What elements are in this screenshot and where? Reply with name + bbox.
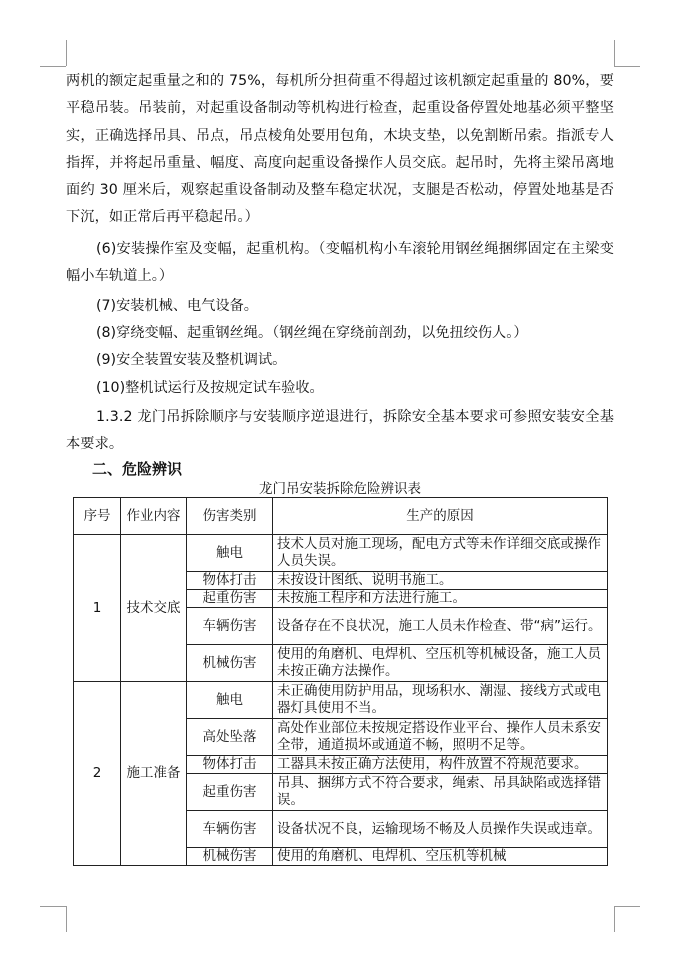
body-paragraph-5: (9)安全装置安装及整机调试。 bbox=[96, 352, 287, 368]
crop-mark-top-left-h bbox=[40, 66, 66, 67]
row-cause: 使用的角磨机、电焊机、空压机等机械设备，施工人员未按正确方法操作。 bbox=[273, 645, 608, 682]
body-paragraph-6: (10)整机试运行及按规定试车验收。 bbox=[96, 380, 324, 396]
table-header-row bbox=[74, 498, 608, 535]
row-cause: 技术人员对施工现场，配电方式等未作详细交底或操作人员失误。 bbox=[273, 535, 608, 572]
table-caption: 龙门吊安装拆除危险辨识表 bbox=[259, 481, 421, 497]
row-injury-type: 触电 bbox=[187, 535, 273, 572]
crop-mark-bottom-left-h bbox=[40, 906, 66, 907]
body-paragraph-7: 1.3.2 龙门吊拆除顺序与安装顺序逆退进行，拆除安全基本要求可参照安装安全基本要求。 bbox=[66, 409, 614, 453]
header-cause: 生产的原因 bbox=[273, 498, 608, 535]
row-cause: 未正确使用防护用品，现场积水、潮湿、接线方式或电器灯具使用不当。 bbox=[273, 682, 608, 719]
row-injury-type: 物体打击 bbox=[187, 572, 273, 590]
crop-mark-top-right-v bbox=[614, 40, 615, 66]
row-injury-type: 物体打击 bbox=[187, 756, 273, 774]
table-row bbox=[74, 535, 608, 572]
crop-mark-top-left-v bbox=[66, 40, 67, 66]
row-cause: 吊具、捆绑方式不符合要求，绳索、吊具缺陷或选择错误。 bbox=[273, 774, 608, 811]
header-no: 序号 bbox=[74, 498, 121, 535]
row-cause: 设备存在不良状况，施工人员未作检查、带“病”运行。 bbox=[273, 608, 608, 645]
row-cause: 未按设计图纸、说明书施工。 bbox=[273, 572, 608, 590]
row-cause: 工器具未按正确方法使用，构件放置不符规范要求。 bbox=[273, 756, 608, 774]
row-injury-type: 起重伤害 bbox=[187, 774, 273, 811]
row-injury-type: 机械伤害 bbox=[187, 848, 273, 866]
body-paragraph-1: 两机的额定起重量之和的 75%，每机所分担荷重不得超过该机额定起重量的 80%，要平稳吊装。吊装前，对起重设备制动等机构进行检查，起重设备停置处地基必须平整坚实，正确选择吊具、吊点，吊点棱角处要用包角，木块支垫，以免割断吊索。指派专人指挥，并将起吊重量、幅度、高度向起重设备操作人员交底。起吊时，先将主梁吊离地面约 30 厘米后，观察起重设备制动及整车稳定状况，支腿是否松动，停置处地基是否下沉，如正常后再平稳起吊。） bbox=[66, 73, 614, 226]
body-paragraph-2: (6)安装操作室及变幅，起重机构。（变幅机构小车滚轮用钢丝绳捆绑固定在主梁变幅小车轨道上。） bbox=[66, 241, 614, 285]
crop-mark-top-right-h bbox=[614, 66, 640, 67]
row-cause: 高处作业部位未按规定搭设作业平台、操作人员未系安全带，通道损坏或通道不畅，照明不足等。 bbox=[273, 719, 608, 756]
section-title: 二、危险辨识 bbox=[92, 460, 183, 478]
hazard-table bbox=[73, 497, 608, 866]
body-paragraph-4: (8)穿绕变幅、起重钢丝绳。（钢丝绳在穿绕前剖劲，以免扭绞伤人。） bbox=[96, 325, 528, 341]
row-task: 技术交底 bbox=[121, 535, 187, 682]
row-injury-type: 车辆伤害 bbox=[187, 811, 273, 848]
crop-mark-bottom-left-v bbox=[66, 906, 67, 932]
row-injury-type: 高处坠落 bbox=[187, 719, 273, 756]
row-injury-type: 车辆伤害 bbox=[187, 608, 273, 645]
body-paragraph-3: (7)安装机械、电气设备。 bbox=[96, 298, 258, 314]
row-injury-type: 起重伤害 bbox=[187, 590, 273, 608]
row-no: 2 bbox=[74, 682, 121, 866]
row-cause: 设备状况不良，运输现场不畅及人员操作失误或违章。 bbox=[273, 811, 608, 848]
header-injury-type: 伤害类别 bbox=[187, 498, 273, 535]
row-injury-type: 机械伤害 bbox=[187, 645, 273, 682]
row-injury-type: 触电 bbox=[187, 682, 273, 719]
row-cause: 使用的角磨机、电焊机、空压机等机械 bbox=[273, 848, 608, 866]
header-task: 作业内容 bbox=[121, 498, 187, 535]
row-task: 施工准备 bbox=[121, 682, 187, 866]
table-row bbox=[74, 682, 608, 719]
row-no: 1 bbox=[74, 535, 121, 682]
row-cause: 未按施工程序和方法进行施工。 bbox=[273, 590, 608, 608]
crop-mark-bottom-right-h bbox=[614, 906, 640, 907]
crop-mark-bottom-right-v bbox=[614, 906, 615, 932]
